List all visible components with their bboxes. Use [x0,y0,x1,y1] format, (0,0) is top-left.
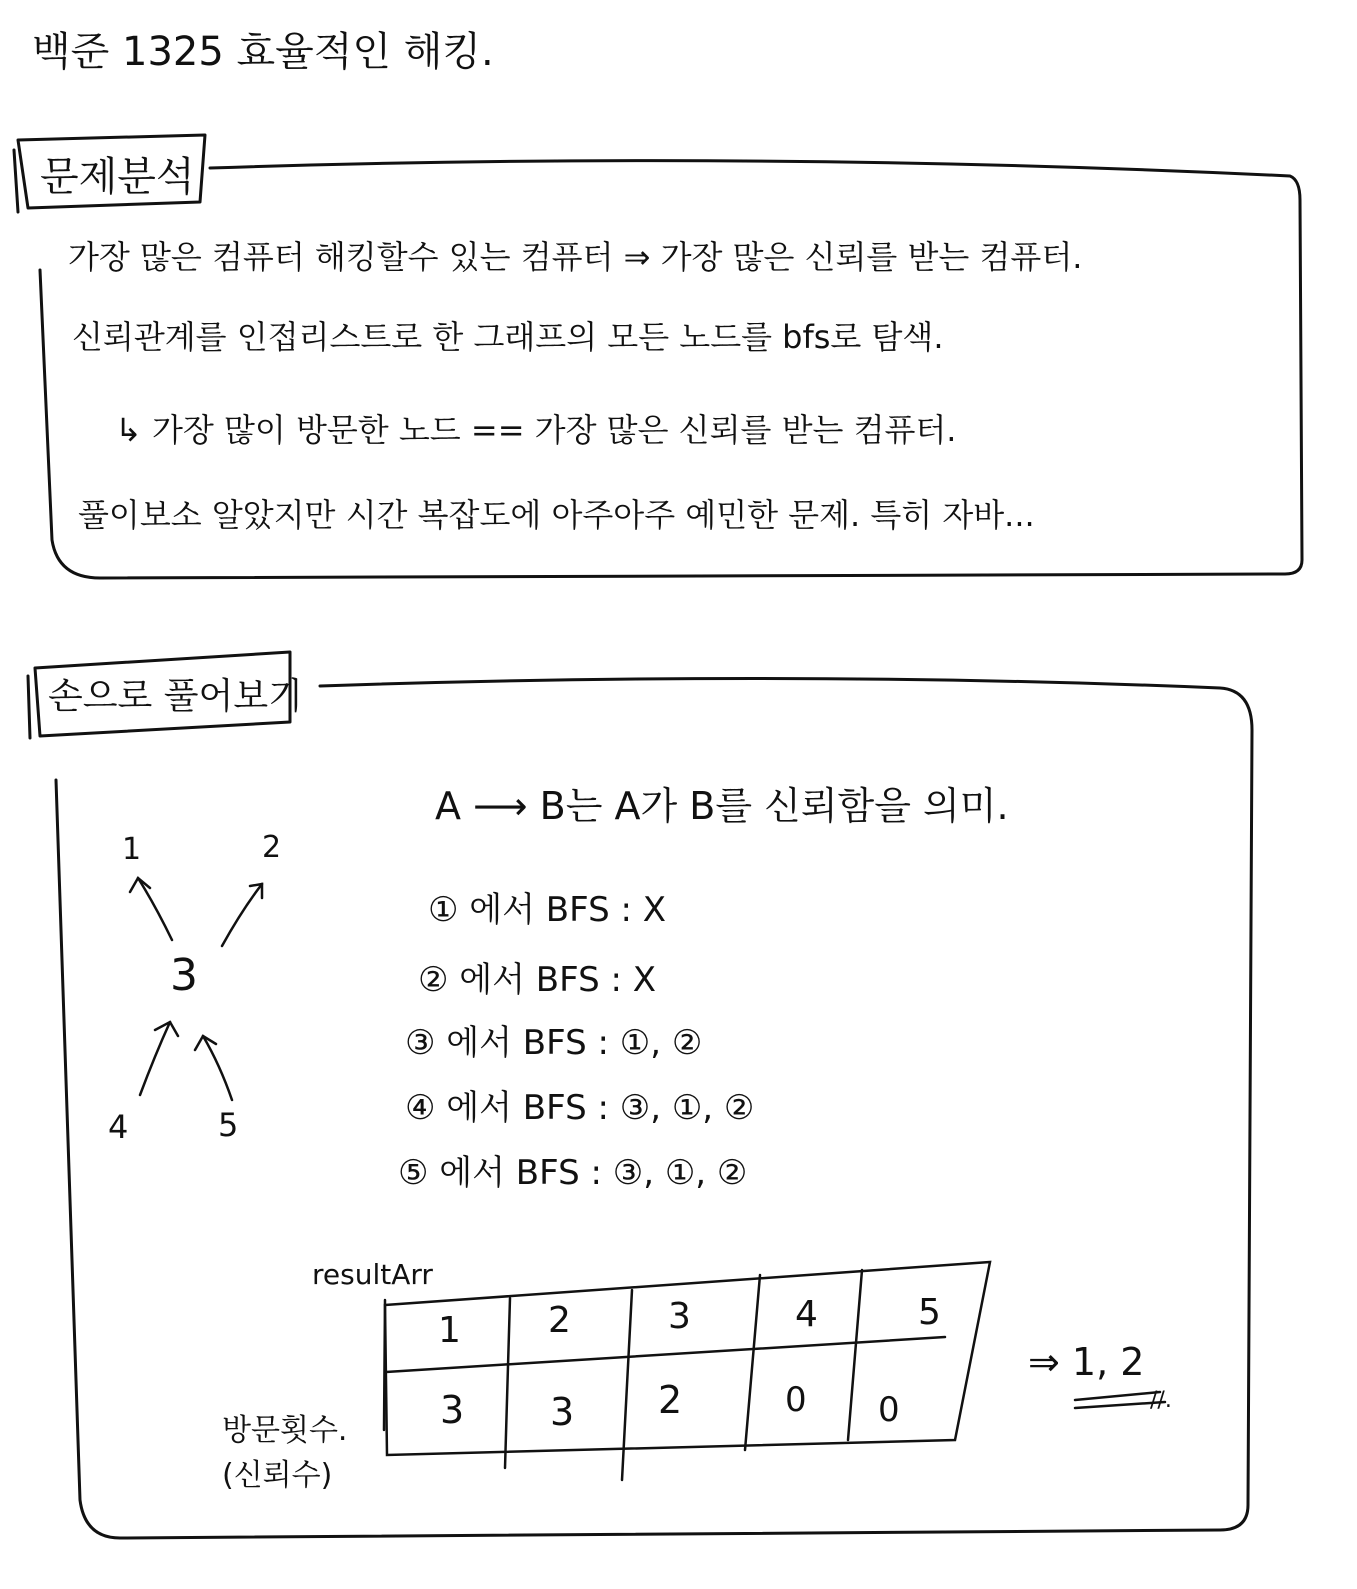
edge-meaning-note: A ⟶ B는 A가 B를 신뢰함을 의미. [435,784,1009,828]
table-value-cell: 3 [550,1390,575,1434]
section2-heading: 손으로 풀어보기 [48,676,303,717]
final-answer-mark: //. [1150,1388,1172,1413]
section1-line-1: 가장 많은 컴퓨터 해킹할수 있는 컴퓨터 ⇒ 가장 많은 신뢰를 받는 컴퓨터. [68,238,1083,276]
edge-3-1 [138,878,172,940]
table-header-cell: 3 [668,1296,691,1337]
result-table-grid [384,1262,990,1480]
table-value-cell: 3 [440,1388,465,1432]
table-value-cell: 2 [658,1378,683,1422]
table-row-label-sub: (신뢰수) [222,1458,333,1493]
edge-3-2 [222,884,262,946]
table-value-cell: 0 [785,1380,807,1420]
graph-node-2: 2 [262,830,282,865]
table-header-cell: 4 [795,1294,818,1335]
bfs-result-4: ④ 에서 BFS : ③, ①, ② [405,1088,755,1128]
edge-5-3 [203,1036,232,1100]
final-answer: ⇒ 1, 2 [1028,1340,1145,1384]
section1-heading: 문제분석 [40,154,195,200]
graph-node-5: 5 [218,1106,239,1144]
bfs-result-2: ② 에서 BFS : X [418,960,657,1000]
graph-node-3: 3 [170,950,198,1001]
edge-4-3 [140,1022,170,1095]
table-value-cell: 0 [878,1390,900,1430]
page-title: 백준 1325 효율적인 해킹. [32,29,494,75]
table-label: resultArr [312,1258,433,1291]
graph-node-4: 4 [108,1108,129,1146]
graph-node-1: 1 [122,832,142,867]
table-header-cell: 5 [918,1292,941,1333]
section1-line-4: 풀이보소 알았지만 시간 복잡도에 아주아주 예민한 문제. 특히 자바... [78,496,1035,534]
bfs-result-5: ⑤ 에서 BFS : ③, ①, ② [398,1153,748,1193]
section1-line-2: 신뢰관계를 인접리스트로 한 그래프의 모든 노드를 bfs로 탐색. [72,318,944,356]
table-header-cell: 1 [438,1310,461,1351]
section1-line-3: ↳ 가장 많이 방문한 노드 == 가장 많은 신뢰를 받는 컴퓨터. [115,411,957,449]
table-row-label: 방문횟수. [222,1413,348,1448]
bfs-result-3: ③ 에서 BFS : ①, ② [405,1023,703,1063]
bfs-result-1: ① 에서 BFS : X [428,890,667,930]
table-header-cell: 2 [548,1300,571,1341]
